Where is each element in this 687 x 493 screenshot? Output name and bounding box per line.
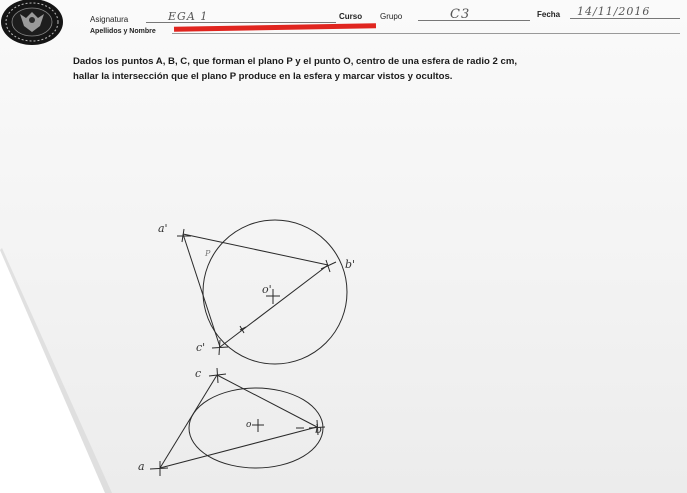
grupo-value: C3	[450, 7, 471, 22]
label-a-prime: a'	[158, 222, 168, 235]
label-c-prime: c'	[196, 341, 206, 354]
asignatura-label: Asignatura	[90, 15, 129, 24]
statement-line-1: Dados los puntos A, B, C, que forman el plano P y el punto O, centro de una esfera de radio 2 cm,	[73, 56, 518, 67]
fecha-value: 14/11/2016	[577, 5, 651, 18]
label-o-prime: o'	[262, 283, 272, 296]
grupo-label: Grupo	[380, 12, 403, 21]
label-o: o	[246, 420, 252, 430]
label-c: c	[195, 367, 202, 380]
curso-label: Curso	[339, 12, 363, 21]
asignatura-value: EGA 1	[168, 10, 209, 23]
label-b: b	[315, 423, 323, 436]
fecha-label: Fecha	[537, 10, 561, 19]
statement-line-2: hallar la intersección que el plano P produce en la esfera y marcar vistos y ocultos.	[73, 71, 453, 82]
label-plane-p: P	[205, 249, 211, 258]
apellidos-label: Apellidos y Nombre	[90, 28, 156, 35]
label-b-prime: b'	[345, 258, 356, 271]
label-a: a	[138, 460, 145, 473]
